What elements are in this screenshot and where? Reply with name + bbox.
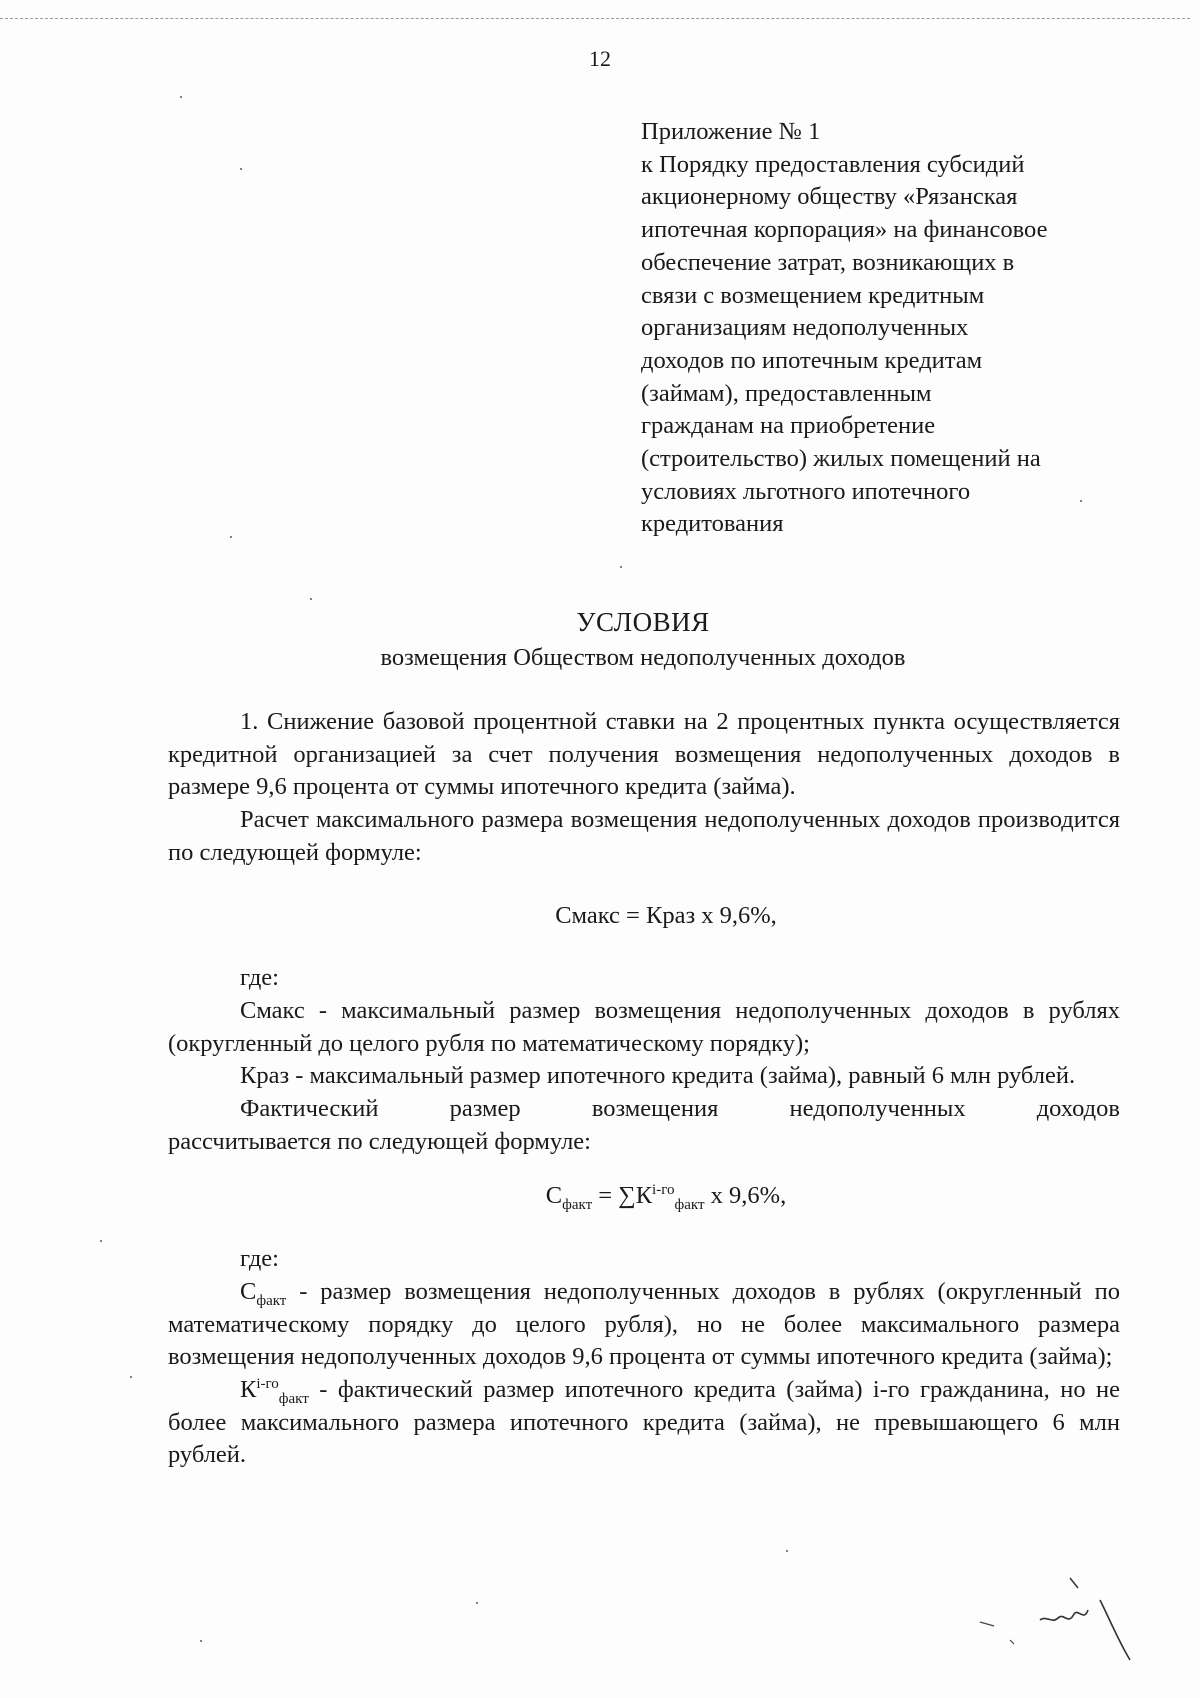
scan-speck [130, 1376, 132, 1378]
scan-speck [200, 1640, 202, 1642]
formula-fact [168, 1180, 1120, 1213]
scan-speck [230, 536, 232, 538]
definition-smax: Смакс - максимальный размер возмещения недополученных доходов в рублях (округленный до целого рубля по математическому порядку); [168, 996, 1120, 1057]
signature-mark [960, 1560, 1160, 1680]
symbol-sub: факт [256, 1292, 287, 1309]
word: размер [449, 1095, 521, 1123]
formula-lhs: С [545, 1182, 563, 1210]
appendix-line: акционерному обществу «Рязанская [641, 183, 1018, 211]
page-number: 12 [589, 46, 611, 71]
word: возмещения [591, 1095, 719, 1123]
formula-tail: х 9,6%, [704, 1182, 787, 1210]
scan-speck [620, 566, 622, 568]
word: Фактический [240, 1095, 379, 1123]
scan-speck [786, 1550, 788, 1552]
paragraph-2: Расчет максимального размера возмещения недополученных доходов производится по следующей формуле: [168, 806, 1120, 866]
formula-max: Смакс = Краз х 9,6%, [555, 901, 777, 929]
appendix-header [641, 116, 1111, 541]
scan-speck [1080, 500, 1082, 502]
formula-sup: i-го [652, 1182, 675, 1199]
appendix-line: Приложение № 1 [641, 118, 821, 145]
definition-sfact [168, 1276, 1120, 1374]
formula-lhs-sub: факт [562, 1197, 593, 1214]
appendix-line: связи с возмещением кредитным [641, 281, 985, 309]
definition-text: - размер возмещения недополученных доходов в рублях (округленный по математическому порядку до целого рубля), но не более максимального размера возмещения недополученных доходов 9,6 процента от суммы ипотечного кредита (займа); [168, 1277, 1120, 1371]
scan-speck [180, 96, 182, 98]
scan-speck [240, 168, 242, 170]
appendix-line: гражданам на приобретение [641, 412, 936, 440]
appendix-line: условиях льготного ипотечного [641, 477, 971, 505]
symbol-sub: факт [278, 1390, 309, 1407]
symbol-sup: i-го [256, 1375, 279, 1392]
scan-speck [100, 1240, 102, 1242]
document-title: УСЛОВИЯ [576, 607, 710, 637]
appendix-line: ипотечная корпорация» на финансовое [641, 216, 1048, 244]
top-scan-edge [0, 18, 1190, 19]
definition-text: - фактический размер ипотечного кредита (займа) i-го гражданина, но не более максимального размера ипотечного кредита (займа), не превышающего 6 млн рублей. [168, 1375, 1120, 1469]
appendix-line: к Порядку предоставления субсидий [641, 150, 1025, 178]
appendix-line: (строительство) жилых помещений на [641, 445, 1041, 473]
appendix-line: (займам), предоставленным [641, 379, 932, 407]
word: недополученных [789, 1095, 966, 1123]
paragraph-1: 1. Снижение базовой процентной ставки на 2 процентных пункта осуществляется кредитной организацией за счет получения возмещения недополученных доходов в размере 9,6 процента от суммы ипотечного кредита (займа). [168, 708, 1120, 801]
appendix-line: организациям недополученных [641, 314, 969, 342]
where-label: где: [240, 1245, 279, 1273]
document-subtitle: возмещения Обществом недополученных доходов [380, 644, 906, 671]
paragraph-3-first-line [168, 1093, 1120, 1126]
appendix-line: доходов по ипотечным кредитам [641, 346, 983, 374]
word: доходов [1036, 1095, 1120, 1123]
formula-eq: = ∑К [592, 1182, 653, 1210]
formula-sub: факт [674, 1197, 705, 1214]
definition-kfact [168, 1374, 1120, 1472]
appendix-line: обеспечение затрат, возникающих в [641, 248, 1015, 276]
symbol: С [240, 1277, 257, 1305]
appendix-line: кредитования [641, 510, 784, 538]
where-label: где: [240, 964, 279, 992]
paragraph-3-rest: рассчитывается по следующей формуле: [168, 1127, 591, 1155]
definition-kraz: Краз - максимальный размер ипотечного кредита (займа), равный 6 млн рублей. [240, 1062, 1076, 1090]
scan-speck [310, 598, 312, 600]
scan-speck [476, 1602, 478, 1604]
symbol: К [240, 1375, 257, 1403]
document-body [168, 706, 1120, 1472]
